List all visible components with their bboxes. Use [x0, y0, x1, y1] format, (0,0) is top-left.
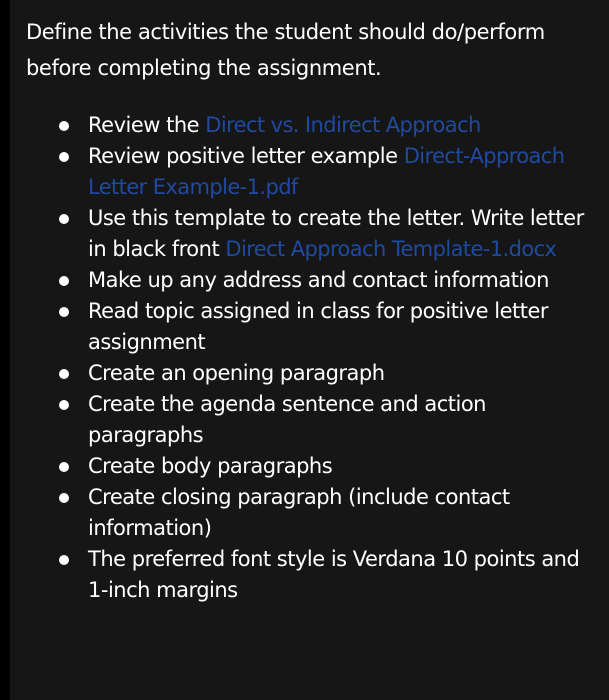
bullet-icon: [59, 276, 69, 286]
list-item: [88, 389, 596, 451]
letter-example-pdf-link[interactable]: Direct-Approach Letter Example-1.pdf: [88, 144, 565, 199]
bullet-icon: [59, 493, 69, 503]
bullet-icon: [59, 214, 69, 224]
list-item: [88, 110, 596, 141]
list-item: [88, 203, 596, 265]
list-item: [88, 544, 596, 606]
item-text: Review the: [88, 113, 200, 137]
bullet-icon: [59, 462, 69, 472]
activity-list: [26, 110, 596, 606]
template-docx-link[interactable]: Direct Approach Template-1.docx: [225, 237, 557, 261]
assignment-panel: [10, 0, 609, 700]
bullet-icon: [59, 307, 69, 317]
list-item: [88, 451, 596, 482]
list-item: [88, 482, 596, 544]
bullet-icon: [59, 152, 69, 162]
bullet-icon: [59, 400, 69, 410]
bullet-icon: [59, 369, 69, 379]
list-item: [88, 358, 596, 389]
item-text: Review positive letter example: [88, 144, 398, 168]
item-text: Create an opening paragraph: [88, 361, 385, 385]
item-text: Read topic assigned in class for positive letter assignment: [88, 299, 549, 354]
prompt-text: Define the activities the student should do/perform before completing the assignment.: [26, 20, 545, 80]
list-item: [88, 141, 596, 203]
bullet-icon: [59, 555, 69, 565]
item-text: Use this template to create the letter. Write letter in black front: [88, 206, 584, 261]
item-text: Create closing paragraph (include contact information): [88, 485, 510, 540]
item-text: The preferred font style is Verdana 10 points and 1-inch margins: [88, 547, 580, 602]
list-item: [88, 265, 596, 296]
item-text: Create the agenda sentence and action paragraphs: [88, 392, 486, 447]
direct-vs-indirect-link[interactable]: Direct vs. Indirect Approach: [205, 113, 481, 137]
list-item: [88, 296, 596, 358]
item-text: Make up any address and contact information: [88, 268, 549, 292]
item-text: Create body paragraphs: [88, 454, 333, 478]
bullet-icon: [59, 121, 69, 131]
